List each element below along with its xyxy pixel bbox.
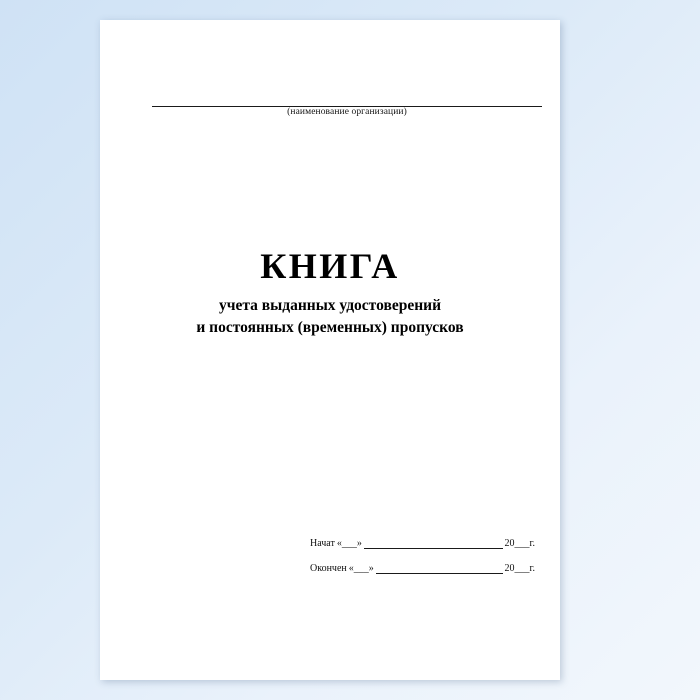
page-subtitle-line-2: и постоянных (временных) пропусков — [196, 319, 464, 337]
page-subtitle-line-1: учета выданных удостоверений — [218, 296, 441, 314]
finished-day-placeholder: «___» — [348, 563, 374, 574]
started-day-placeholder: «___» — [336, 538, 362, 549]
title-block — [130, 248, 530, 340]
page-title: КНИГА — [260, 246, 400, 286]
started-label: Начат — [310, 538, 335, 549]
footer-block — [310, 538, 535, 588]
started-month-rule — [364, 538, 503, 549]
started-year-placeholder: 20___г. — [504, 538, 535, 549]
finished-month-rule — [376, 563, 503, 574]
started-row — [310, 538, 535, 549]
finished-row — [310, 563, 535, 574]
document-page — [100, 20, 560, 680]
finished-label: Окончен — [310, 563, 347, 574]
page-subtitle — [130, 295, 530, 340]
organization-name-caption: (наименование организации) — [287, 107, 407, 117]
finished-year-placeholder: 20___г. — [504, 563, 535, 574]
